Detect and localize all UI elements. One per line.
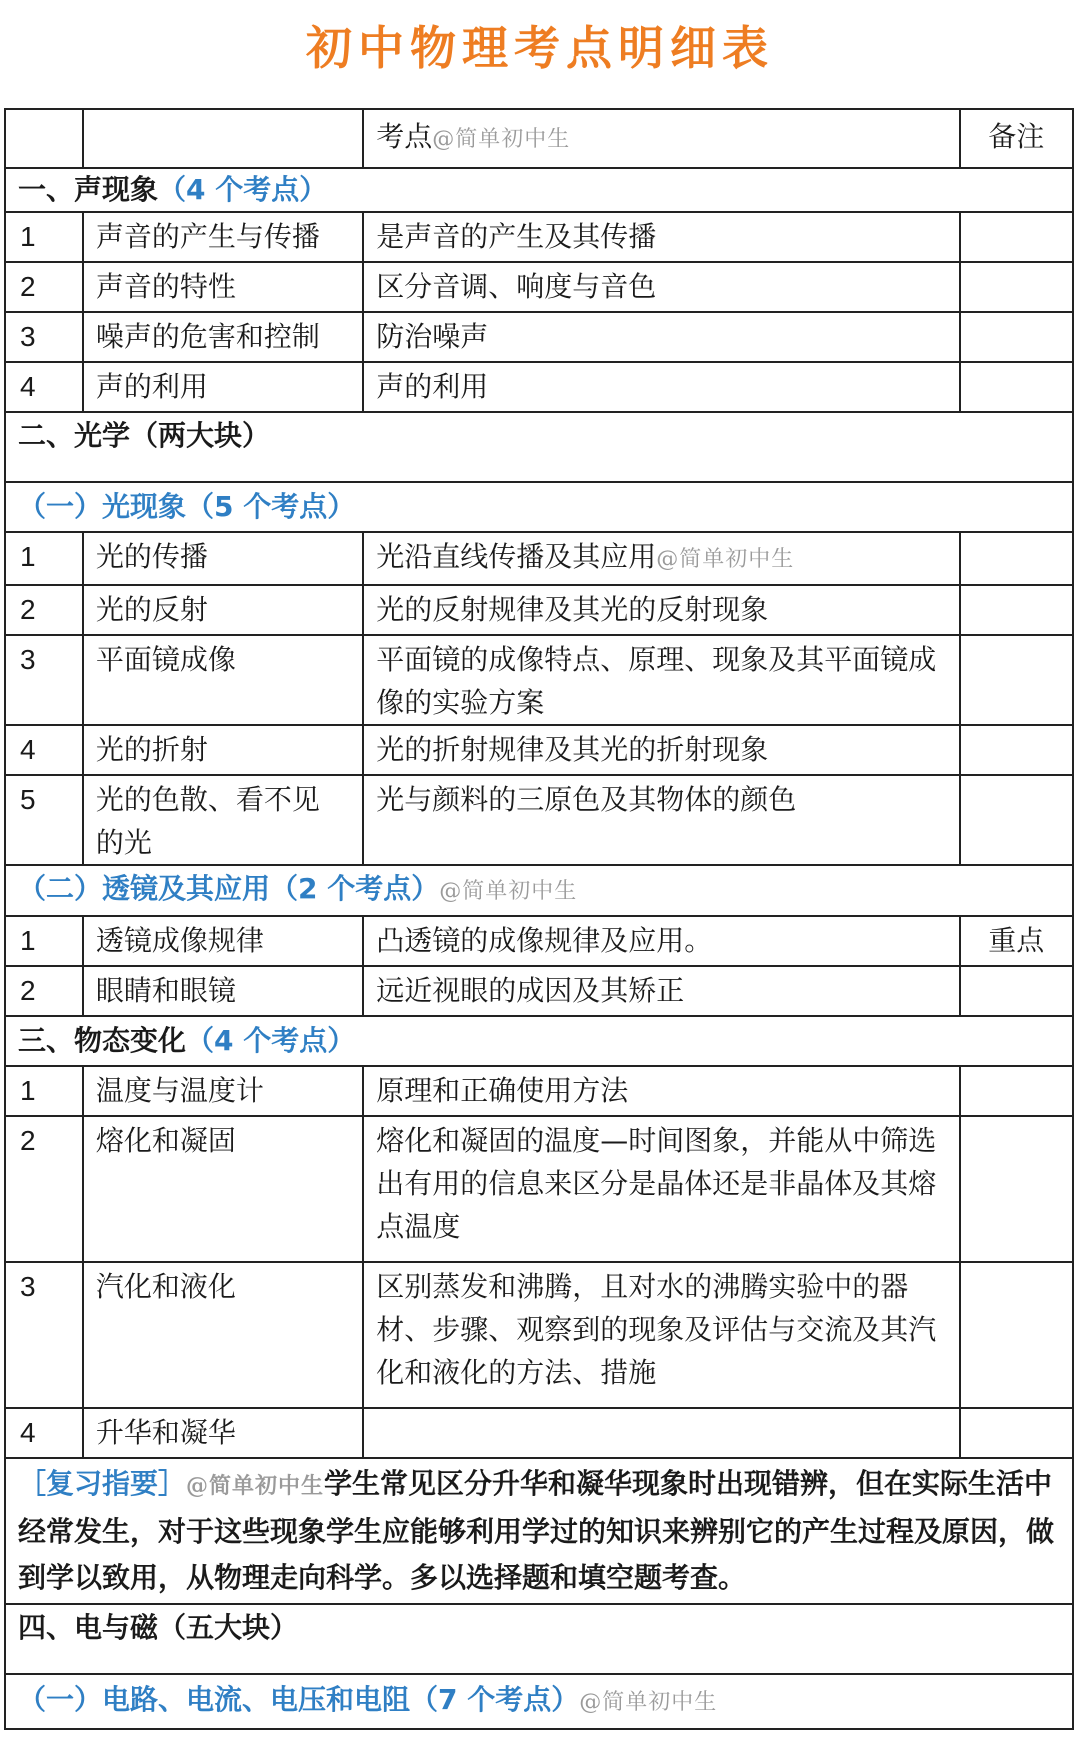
row-name: 汽化和液化 [83,1262,363,1408]
row-name: 声音的产生与传播 [83,212,363,262]
row-note [960,966,1073,1016]
row-point: 光与颜料的三原色及其物体的颜色 [363,775,959,865]
table-row [5,1262,1073,1408]
table-row [5,362,1073,412]
header-point-label: 考点 [376,120,433,153]
row-point: 防治噪声 [363,312,959,362]
row-point: 区分音调、响度与音色 [363,262,959,312]
table-row [5,262,1073,312]
row-name: 光的色散、看不见的光 [83,775,363,865]
subsection-row [5,865,1073,916]
row-name: 温度与温度计 [83,1066,363,1116]
row-point: 凸透镜的成像规律及应用。 [363,916,959,966]
section-row [5,412,1073,482]
row-name: 眼睛和眼镜 [83,966,363,1016]
row-note [960,1408,1073,1458]
row-name: 光的折射 [83,725,363,775]
header-cell-empty-2 [83,109,363,168]
row-number: 1 [5,1066,83,1116]
knowledge-table [4,108,1074,1730]
section-row [5,1604,1073,1674]
row-note [960,775,1073,865]
row-name: 熔化和凝固 [83,1116,363,1262]
row-note [960,1116,1073,1262]
table-row [5,1066,1073,1116]
row-note [960,262,1073,312]
row-name: 透镜成像规律 [83,916,363,966]
row-number: 2 [5,585,83,635]
table-row [5,775,1073,865]
row-number: 3 [5,312,83,362]
row-point-text: 光沿直线传播及其应用 [376,540,657,573]
row-number: 4 [5,725,83,775]
row-point: 熔化和凝固的温度—时间图象，并能从中筛选出有用的信息来区分是晶体还是非晶体及其熔点温度 [363,1116,959,1262]
table-row [5,916,1073,966]
row-name: 平面镜成像 [83,635,363,725]
section-title: 三、物态变化 [18,1024,187,1057]
row-point: 远近视眼的成因及其矫正 [363,966,959,1016]
header-cell-note: 备注 [960,109,1073,168]
table-row [5,635,1073,725]
table-row [5,1116,1073,1262]
row-number: 1 [5,532,83,585]
row-note [960,1066,1073,1116]
row-name: 声音的特性 [83,262,363,312]
watermark: @简单初中生 [439,879,578,904]
table-row [5,1408,1073,1458]
row-note [960,585,1073,635]
row-name: 光的传播 [83,532,363,585]
table-row [5,966,1073,1016]
subsection-title: （二）透镜及其应用（2 个考点） [18,872,440,905]
row-note [960,212,1073,262]
table-header-row [5,109,1073,168]
row-point: 是声音的产生及其传播 [363,212,959,262]
watermark: @简单初中生 [656,547,795,572]
row-name: 声的利用 [83,362,363,412]
row-note [960,532,1073,585]
section-title: 二、光学（两大块） [5,412,1073,482]
subsection-title: （一）电路、电流、电压和电阻（7 个考点） [18,1683,580,1716]
review-label: ［复习指要］ [18,1467,187,1500]
row-note [960,312,1073,362]
table-row [5,532,1073,585]
row-point [363,532,959,585]
table-row [5,725,1073,775]
row-name: 光的反射 [83,585,363,635]
row-number: 5 [5,775,83,865]
header-cell-point [363,109,959,168]
row-point: 光的折射规律及其光的折射现象 [363,725,959,775]
section-title: 一、声现象 [18,173,159,206]
subsection-row [5,1674,1073,1729]
row-name: 升华和凝华 [83,1408,363,1458]
table-row [5,212,1073,262]
watermark: @简单初中生 [579,1690,718,1715]
row-number: 2 [5,262,83,312]
row-number: 3 [5,635,83,725]
row-number: 4 [5,362,83,412]
row-number: 4 [5,1408,83,1458]
row-name: 噪声的危害和控制 [83,312,363,362]
page-title: 初中物理考点明细表 [306,21,774,75]
table-row [5,585,1073,635]
subsection-title: （一）光现象（5 个考点） [5,482,1073,532]
row-number: 2 [5,1116,83,1262]
row-note [960,362,1073,412]
review-text: 学生常见区分升华和凝华现象时出现错辨，但在实际生活中经常发生，对于这些现象学生应能够利用学过的知识来辨别它的产生过程及原因，做到学以致用，从物理走向科学。多以选择题和填空题考查。 [18,1467,1055,1594]
section-row [5,1016,1073,1066]
row-note [960,635,1073,725]
row-point: 光的反射规律及其光的反射现象 [363,585,959,635]
watermark: @简单初中生 [186,1473,325,1499]
row-number: 1 [5,212,83,262]
row-note [960,725,1073,775]
header-cell-empty-1 [5,109,83,168]
row-point [363,1408,959,1458]
section-title: 四、电与磁（五大块） [5,1604,1073,1674]
row-number: 1 [5,916,83,966]
table-row [5,312,1073,362]
section-count: （4 个考点） [158,173,328,206]
section-count: （4 个考点） [186,1024,356,1057]
section-row [5,168,1073,212]
row-point: 区别蒸发和沸腾，且对水的沸腾实验中的器材、步骤、观察到的现象及评估与交流及其汽化和液化的方法、措施 [363,1262,959,1408]
row-note: 重点 [960,916,1073,966]
review-row [5,1458,1073,1604]
subsection-row [5,482,1073,532]
row-point: 平面镜的成像特点、原理、现象及其平面镜成像的实验方案 [363,635,959,725]
row-number: 3 [5,1262,83,1408]
row-number: 2 [5,966,83,1016]
row-point: 声的利用 [363,362,959,412]
row-note [960,1262,1073,1408]
watermark: @简单初中生 [432,127,571,152]
row-point: 原理和正确使用方法 [363,1066,959,1116]
